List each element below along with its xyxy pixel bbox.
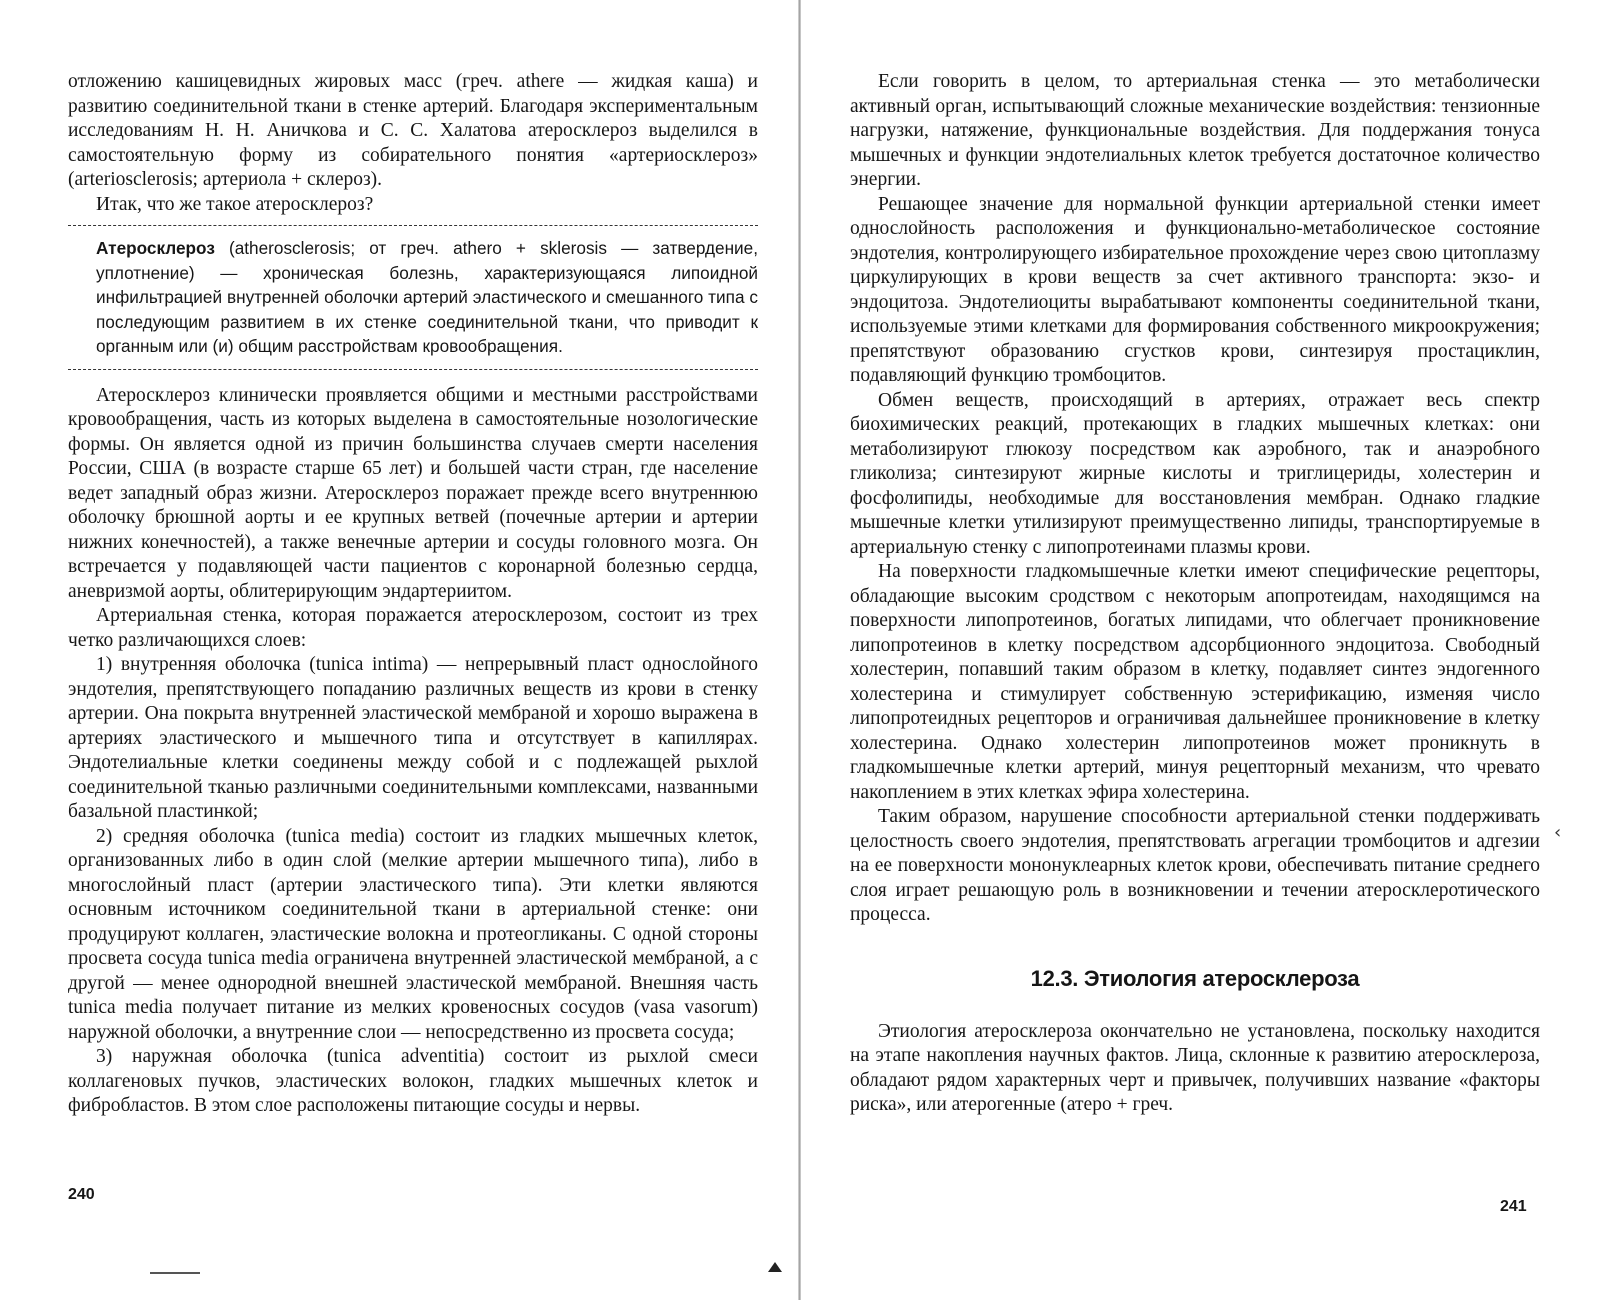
left-question: Итак, что же такое атеросклероз? <box>96 193 374 215</box>
definition-term: Атеросклероз <box>96 238 215 258</box>
definition-text: (atherosclerosis; от греч. athero + sklerosis — затвердение, уплотнение) — хроническая болезнь, характеризующаяся липоидной инфильтрацией внутренней оболочки артерий эластического и смешанного типа с последующим развитием в их стенке соединительной ткани, что приводит к органным или (и) общим расстройствам кровообращения. <box>96 238 758 356</box>
right-page <box>850 70 1540 1118</box>
section-heading: 12.3. Этиология атеросклероза <box>1030 965 1360 991</box>
definition-paragraph <box>96 236 758 359</box>
right-paragraph-5: Таким образом, нарушение способности артериальной стенки поддерживать целостность своего эндотелия, препятствовать агрегации тромбоцитов и адгезии на ее поверхности мононуклеарных клеток крови, обеспечивать питание среднего слоя играет решающую роль в возникновении и течении атеросклеротического процесса. <box>850 806 1540 925</box>
definition-top-rule <box>68 225 758 226</box>
right-paragraph-3: Обмен веществ, происходящий в артериях, отражает весь спектр биохимических реакций, протекающих в гладких мышечных клетках: они метаболизируют глюкозу посредством как аэробного, так и анаэробного гликолиза; синтезируют жирные кислоты и триглицериды, холестерин и фосфолипиды, необходимые для восстановления мембран. Однако гладкие мышечные клетки утилизируют преимущественно липиды, транспортируемые в артериальную стенку с липопротеинами плазмы крови. <box>850 389 1540 558</box>
definition-box <box>68 234 758 361</box>
binding-mark-icon <box>768 1262 782 1272</box>
left-intro-paragraph: отложению кашицевидных жировых масс (греч. athere — жидкая каша) и развитию соединительной ткани в стенке артерий. Благодаря экспериментальным исследованиям Н. Н. Аничкова и С. С. Халатова атеросклероз выделился в самостоятельную форму из собирательного понятия «артериосклероз» (arteriosclerosis; артериола + склероз). <box>68 71 758 190</box>
edge-bracket-icon: ‹ <box>1554 822 1562 843</box>
scan-dash <box>150 1272 200 1274</box>
layer-2-item: 2) средняя оболочка (tunica media) состоит из гладких мышечных клеток, организованных либо в один слой (мелкие артерии мышечного типа), либо в многослойный пласт (артерии эластического типа). Эти клетки являются основным источником соединительной ткани в артериальной стенке: они продуцируют коллаген, эластические волокна и протеогликаны. С одной стороны просвета сосуда tunica media ограничена внутренней эластической мембраной, а с другой — менее однородной внешней эластической мембраной. Внешняя часть tunica media получает питание из мелких кровеносных сосудов (vasa vasorum) наружной оболочки, а внутренние слои — непосредственно из просвета сосуда; <box>68 825 758 1043</box>
book-gutter <box>798 0 801 1300</box>
page-number-right: 241 <box>1500 1198 1527 1215</box>
right-paragraph-2: Решающее значение для нормальной функции артериальной стенки имеет однослойность расположения и функционально-метаболическое состояние эндотелия, контролирующего избирательное прохождение через свою цитоплазму циркулирующих в крови веществ за счет активного транспорта: экзо- и эндоцитоза. Эндотелиоциты вырабатывают компоненты соединительной ткани, используемые этими клетками для формирования собственного микроокружения; препятствуют образованию сгустков крови, синтезируя простациклин, подавляющий функцию тромбоцитов. <box>850 193 1540 386</box>
layer-1-item: 1) внутренняя оболочка (tunica intima) — непрерывный пласт однослойного эндотелия, препятствующего попаданию различных веществ из крови в стенку артерии. Она покрыта внутренней эластической мембраной и хорошо выражена в артериях эластического и мышечного типа и отсутствует в капиллярах. Эндотелиальные клетки соединены между собой и с подлежащей рыхлой соединительной тканью различными соединительными комплексами, названными базальной пластинкой; <box>68 654 758 822</box>
right-paragraph-4: На поверхности гладкомышечные клетки имеют специфические рецепторы, обладающие высоким сродством с некоторым апопротеидам, находящимся на поверхности липопротеинов, богатых липидами, что облегчает проникновение липопротеинов в клетку посредством адсорбционного эндоцитоза. Свободный холестерин, попавший таким образом в клетку, подавляет синтез эндогенного холестерина и стимулирует собственную эстерификацию, изменяя число липопротеидных рецепторов и ограничивая дальнейшее проникновение в клетку холестерина. Однако холестерин липопротеинов может проникнуть в гладкомышечные клетки артерий, минуя рецепторный механизм, что чревато накоплением в этих клетках эфира холестерина. <box>850 561 1540 803</box>
right-paragraph-6: Этиология атеросклероза окончательно не установлена, поскольку находится на этапе накопления научных фактов. Лица, склонные к развитию атеросклероза, обладают рядом характерных черт и привычек, получивших название «факторы риска», или атерогенные (атеро + греч. <box>850 1020 1540 1115</box>
left-paragraph-1: Атеросклероз клинически проявляется общими и местными расстройствами кровообращения, часть из которых выделена в самостоятельные нозологические формы. Он является одной из причин большинства случаев смерти населения России, США (в возрасте старше 65 лет) и большей части стран, где население ведет западный образ жизни. Атеросклероз поражает прежде всего внутреннюю оболочку брюшной аорты и ее крупных ветвей (почечные артерии и артерии нижних конечностей), а также венечные артерии и сосуды головного мозга. Он встречается у подавляющей части пациентов с коронарной болезнью сердца, аневризмой аорты, облитерирующим эндартериитом. <box>68 384 758 602</box>
left-page <box>68 70 758 1119</box>
right-paragraph-1: Если говорить в целом, то артериальная стенка — это метаболически активный орган, испытывающий сложные механические воздействия: тензионные нагрузки, натяжение, функциональные воздействия. Для поддержания тонуса мышечных и функции эндотелиальных клеток требуется достаточное количество энергии. <box>850 71 1540 190</box>
left-paragraph-2: Артериальная стенка, которая поражается атеросклерозом, состоит из трех четко различающихся слоев: <box>68 605 758 651</box>
definition-bottom-rule <box>68 369 758 370</box>
layer-3-item: 3) наружная оболочка (tunica adventitia) состоит из рыхлой смеси коллагеновых пучков, эластических волокон, гладких мышечных клеток и фибробластов. В этом слое расположены питающие сосуды и нервы. <box>68 1046 758 1116</box>
page-number-left: 240 <box>68 1186 95 1203</box>
